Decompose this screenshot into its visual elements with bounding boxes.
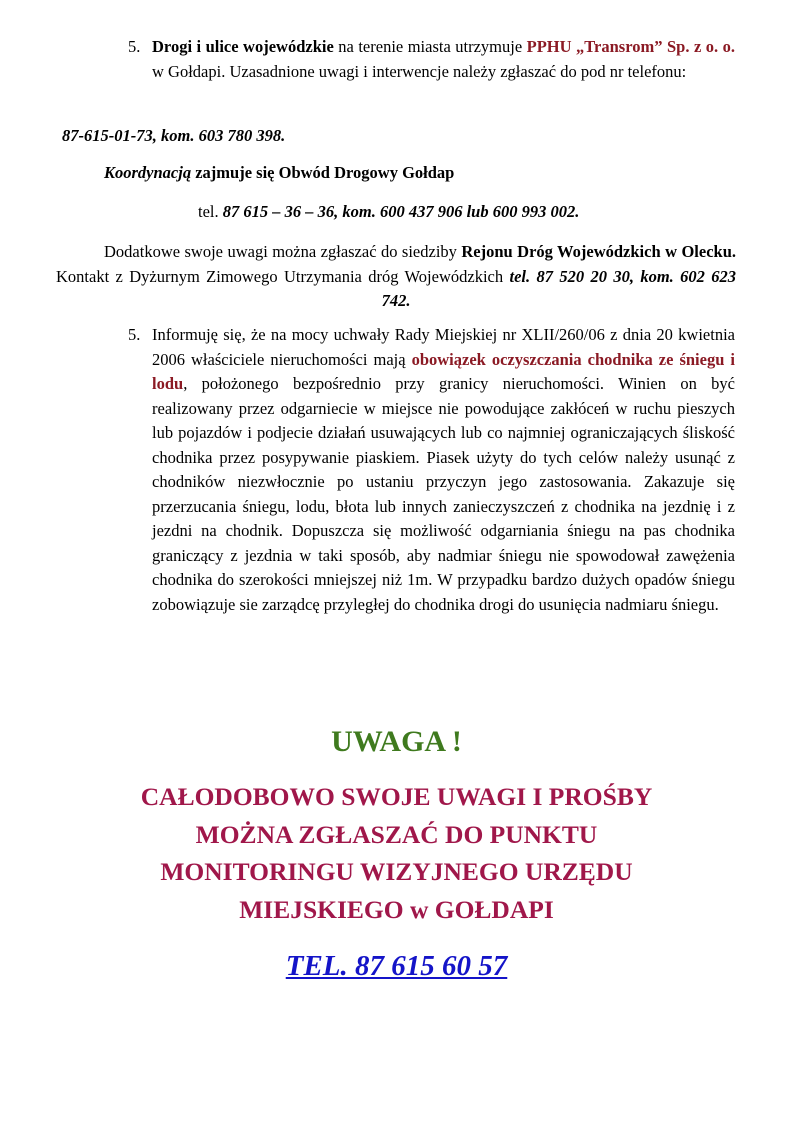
monitoring-phone-container xyxy=(0,950,793,983)
text: , położonego bezpośrednio przy granicy nieruchomości. Winien on być realizowany przez odgarniecie w miejsce nie powodujące zakłóceń w ruchu pieszych lub pojazdów i podjecie działań usuwających lub co najmniej ograniczających śliskość chodnika przez posypywanie piaskiem. Piasek użyty do tych celów należy usunąć z chodników niezwłocznie po ustaniu przyczyn jego zastosowania. Zakazuje się przerzucania śniegu, lodu, błota lub innych zanieczyszczeń z chodnika na jezdnię i z jezdni na chodnik. Dopuszcza się możliwość odgarniania śniegu na pas chodnika graniczący z jezdnia w taki sposób, aby nadmiar śniegu nie spowodował zawężenia chodnika do szerokości mniejszej niż 1m. W przypadku bardzo dużych opadów śniegu zobowiązuje sie zarządcę przyległej do chodnika drogi do usunięcia nadmiaru śniegu. xyxy=(152,374,735,614)
coordination-line xyxy=(104,161,454,186)
warning-title: UWAGA ! xyxy=(331,725,462,758)
tel-prefix: tel. xyxy=(198,202,223,221)
list-number: 5. xyxy=(128,37,141,56)
warning-message xyxy=(0,778,793,928)
bold-lead: Drogi i ulice wojewódzkie xyxy=(152,37,334,56)
warning-line: MOŻNA ZGŁASZAĆ DO PUNKTU xyxy=(195,819,598,849)
paragraph-voivodeship-roads xyxy=(152,35,735,84)
text: Kontakt z Dyżurnym Zimowego Utrzymania dróg Wojewódzkich xyxy=(56,266,504,286)
obligation-highlight: obowiązek oczyszczania chodnika ze śniegu i lodu xyxy=(152,349,735,393)
phone-numbers: 87-615-01-73, kom. 603 780 398. xyxy=(62,126,286,145)
warning-line: MIEJSKIEGO w GOŁDAPI xyxy=(239,894,554,924)
coordination-phone xyxy=(198,200,579,225)
tel-numbers: 87 615 – 36 – 36, kom. 600 437 906 lub 600 993 002. xyxy=(222,202,580,221)
text: w Gołdapi. Uzasadnione uwagi i interwencje należy zgłaszać do pod nr telefonu: xyxy=(152,61,687,81)
paragraph-sidewalk-obligation xyxy=(152,323,735,617)
warning-line: MONITORINGU WIZYJNEGO URZĘDU xyxy=(160,857,633,886)
company-name: PPHU „Transrom” Sp. z o. o. xyxy=(526,37,735,56)
text: Dodatkowe swoje uwagi można zgłaszać do siedziby xyxy=(104,242,462,261)
road-district: Rejonu Dróg Wojewódzkich w Olecku. xyxy=(461,242,736,261)
italic-word: Koordynacją xyxy=(104,163,192,182)
list-number: 5. xyxy=(128,325,141,344)
text: Informuję się, że na mocy uchwały Rady Miejskiej nr XLII/260/06 z dnia 20 kwietnia 2006 właściciele nieruchomości mają xyxy=(152,325,735,369)
warning-line: CAŁODOBOWO SWOJE UWAGI I PROŚBY xyxy=(140,782,653,811)
text: zajmuje się Obwód Drogowy Gołdap xyxy=(191,163,455,182)
additional-paragraph xyxy=(56,240,736,314)
monitoring-phone-link[interactable]: TEL. 87 615 60 57 xyxy=(285,950,508,982)
text: na terenie miasta utrzymuje xyxy=(333,37,527,56)
district-phone: tel. 87 520 20 30, kom. 602 623 742. xyxy=(381,266,737,310)
